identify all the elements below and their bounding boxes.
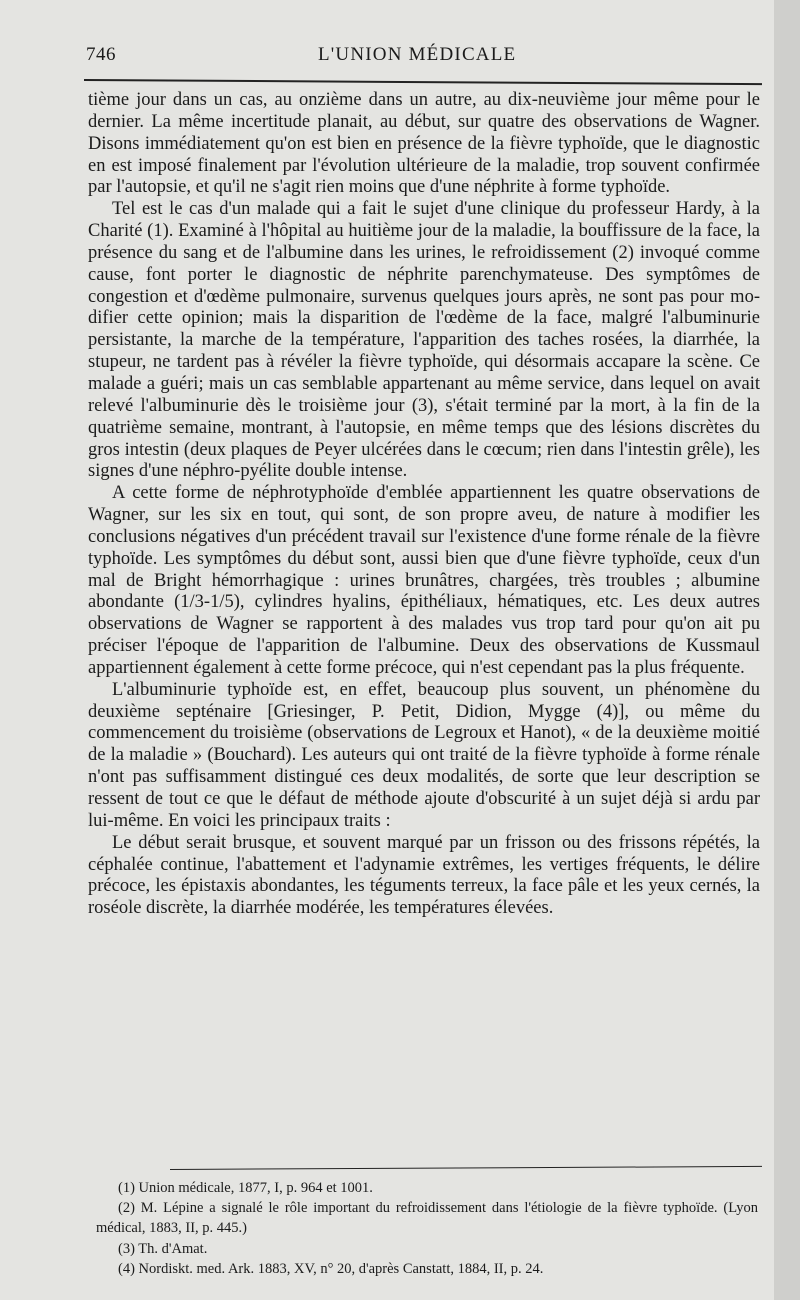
paragraph: Le début serait brusque, et souvent marqué par un frisson ou des frissons répétés, la céphalée continue, l'abattement et l'adynamie extrêmes, les vertiges fréquents, le délire précoce, les épistaxis abondantes, les téguments terreux, la face pâle et les yeux cernés, la roséole discrète, la diarrhée modérée, les températures élevées. <box>88 832 760 919</box>
running-title: L'UNION MÉDICALE <box>318 44 517 65</box>
paragraph: A cette forme de néphrotyphoïde d'emblée appartiennent les quatre observations de Wagner, sur les six en tout, qui sont, de son propre aveu, de nature à modifier les conclusions négatives d'un précédent travail sur l'existence d'une forme rénale de la fièvre typhoïde. Les symptômes du début sont, aussi bien que d'une fièvre typhoïde, ceux d'un mal de Bright hémorrhagique : urines brunâtres, chargées, très troubles ; albumine abondante (1/3-1/5), cylindres hyalins, épithéliaux, hématiques, etc. Les deux autres observations de Wagner se rapportent à des malades vus trop tard pour qu'on ait pu préciser l'époque de l'apparition de l'albumine. Deux des observations de Kussmaul appartiennent également à cette forme précoce, qui n'est cependant pas la plus fréquente. <box>88 483 760 678</box>
paragraph: Tel est le cas d'un malade qui a fait le sujet d'une clinique du professeur Hardy, à la Charité (1). Examiné à l'hôpital au huitième jour de la maladie, la bouffissure de la face, la présence du sang et de l'albumine dans les urines, le refroidissement (2) invoqué comme cause, font porter le diagnostic de néphrite parenchymateuse. Des symptômes de congestion et d'œdème pulmonaire, survenus quelques jours après, ne sont pas pour modifier cette opinion; mais la disparition de l'œdème de la face, malgré l'albuminurie persistante, la marche de la température, l'apparition des taches rosées, la diarrhée, la stupeur, ne tardent pas à révéler la fièvre typhoïde, qui désormais accapare la scène. Ce malade a guéri; mais un cas semblable appartenant au même service, dans lequel on avait relevé l'albuminurie dès le troisième jour (3), s'était terminé par la mort, à la fin de la quatrième semaine, montrant, à l'autopsie, en même temps que des lésions discrètes du gros intestin (deux plaques de Peyer ulcérées dans le cœcum; rien dans l'intestin grêle), les signes d'une néphro-pyélite double intense. <box>88 199 760 482</box>
footnote: (4) Nordiskt. med. Ark. 1883, XV, n° 20, d'après Canstatt, 1884, II, p. 24. <box>118 1260 544 1277</box>
footnote-rule <box>170 1166 762 1170</box>
footnote: (2) M. Lépine a signalé le rôle important du refroidissement dans l'étiologie de la fièvre typhoïde. (Lyon médical, 1883, II, p. 445.) <box>96 1200 758 1237</box>
page-number: 746 <box>86 44 116 65</box>
footnote: (3) Th. d'Amat. <box>118 1240 208 1257</box>
body-text <box>88 90 760 920</box>
paragraph: L'albuminurie typhoïde est, en effet, beaucoup plus souvent, un phénomène du deuxième septénaire [Griesinger, P. Petit, Didion, Mygge (4)], ou même du commencement du troisième (observations de Legroux et Hanot), « de la deuxième moitié de la maladie » (Bouchard). Les auteurs qui ont traité de la fièvre typhoïde à forme rénale n'ont pas suffisamment distingué ces deux modalités, de sorte que leur description se ressent de tout ce que le défaut de méthode ajoute d'obscurité à un sujet déjà si ardu par lui-même. En voici les principaux traits : <box>88 679 760 831</box>
paragraph: tième jour dans un cas, au onzième dans un autre, au dix-neuvième jour même pour le dernier. La même incertitude planait, au début, sur quatre des observations de Wagner. Disons immédiatement qu'on est bien en présence de la fièvre typhoïde, que le diagnostic en est imposé finalement par l'évolution ultérieure de la maladie, trop souvent confirmée par l'autopsie, et qu'il ne s'agit rien moins que d'une néphrite à forme typhoïde. <box>88 90 760 198</box>
page-header <box>86 40 760 70</box>
footnotes <box>96 1178 758 1279</box>
header-rule <box>84 79 762 85</box>
footnote: (1) Union médicale, 1877, I, p. 964 et 1001. <box>118 1180 373 1196</box>
